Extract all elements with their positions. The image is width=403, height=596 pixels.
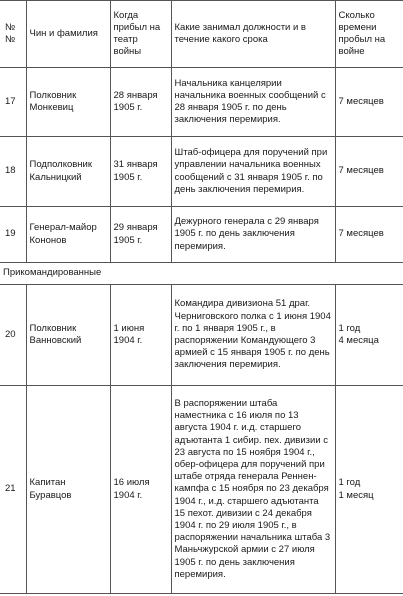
- section-label: Прикомандированные: [0, 263, 403, 285]
- table-row: [0, 68, 403, 137]
- row-duration: 7 месяцев: [335, 137, 403, 207]
- row-arrived: 31 января 1905 г.: [110, 137, 171, 207]
- row-positions: Дежурного генерала с 29 января 1905 г. по день заключения перемирия.: [171, 207, 335, 263]
- row-positions: В распоряжении штаба наместника с 16 июля по 13 августа 1904 г. и.д. старшего адъютанта 1 сибир. пех. дивизии с 23 августа по 15 ноября 1904 г., обер-офицера для поручений при штабе отряда генерала Реннен-кампфа с 15 ноября по 23 декабря 1904 г., и.д. старшего адъютанта 15 пехот. дивизии с 24 декабря 1904 г. по 29 июля 1905 г., в распоряжении начальника штаба 3 Маньчжурской армии с 27 июля 1905 г. по день заключения перемирия.: [171, 386, 335, 594]
- row-positions: Командира дивизиона 51 драг. Черниговского полка с 1 июня 1904 г. по 1 января 1905 г., в распоряжении Командующего 3 армией с 15 января 1905 г. по день заключения перемирия.: [171, 285, 335, 386]
- table-row: [0, 386, 403, 594]
- row-positions: Начальника канцелярии начальника военных сообщений с 28 января 1905 г. по день заключения перемирия.: [171, 68, 335, 137]
- header-duration: Сколько времени пробыл на войне: [335, 1, 403, 68]
- row-duration: 7 месяцев: [335, 207, 403, 263]
- section-row: [0, 263, 403, 285]
- row-duration: 1 год 4 месяца: [335, 285, 403, 386]
- header-name: Чин и фамилия: [26, 1, 110, 68]
- row-arrived: 29 января 1905 г.: [110, 207, 171, 263]
- row-name: Подполковник Кальницкий: [26, 137, 110, 207]
- header-positions: Какие занимал должности и в течение какого срока: [171, 1, 335, 68]
- row-name: Генерал-майор Кононов: [26, 207, 110, 263]
- table-row: [0, 137, 403, 207]
- header-num: №№: [0, 1, 26, 68]
- table-row: [0, 207, 403, 263]
- table-row: [0, 285, 403, 386]
- header-row: [0, 1, 403, 68]
- row-num: 20: [0, 285, 26, 386]
- header-arrived: Когда прибыл на театр войны: [110, 1, 171, 68]
- row-duration: 7 месяцев: [335, 68, 403, 137]
- row-arrived: 1 июня 1904 г.: [110, 285, 171, 386]
- row-arrived: 16 июля 1904 г.: [110, 386, 171, 594]
- row-name: Полковник Монкевиц: [26, 68, 110, 137]
- row-duration: 1 год 1 месяц: [335, 386, 403, 594]
- row-num: 21: [0, 386, 26, 594]
- row-positions: Штаб-офицера для поручений при управлении начальника военных сообщений с 31 января 1905 г. по день заключения перемирия.: [171, 137, 335, 207]
- row-num: 17: [0, 68, 26, 137]
- row-arrived: 28 января 1905 г.: [110, 68, 171, 137]
- row-num: 18: [0, 137, 26, 207]
- row-num: 19: [0, 207, 26, 263]
- row-name: Капитан Буравцов: [26, 386, 110, 594]
- row-name: Полковник Ванновский: [26, 285, 110, 386]
